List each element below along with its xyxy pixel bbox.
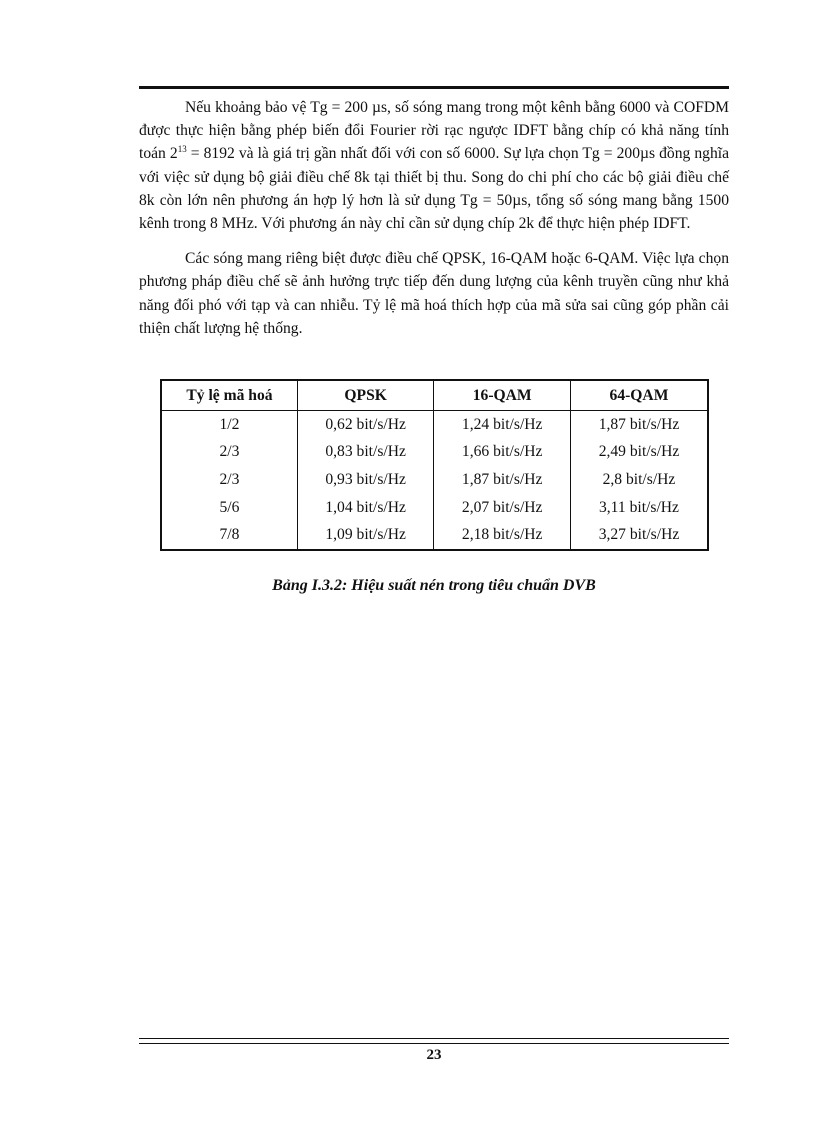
body-text xyxy=(139,96,729,340)
table-cell: 2,07 bit/s/Hz xyxy=(434,494,571,522)
header-64qam: 64-QAM xyxy=(570,380,708,411)
table-cell: 1,09 bit/s/Hz xyxy=(297,521,434,550)
table-row xyxy=(161,411,708,439)
table-row xyxy=(161,521,708,550)
table-cell: 3,27 bit/s/Hz xyxy=(570,521,708,550)
paragraph-guard-interval xyxy=(139,96,729,235)
table-cell: 0,93 bit/s/Hz xyxy=(297,466,434,494)
table-cell: 1,87 bit/s/Hz xyxy=(570,411,708,439)
superscript-exponent: 13 xyxy=(177,144,187,155)
header-16qam: 16-QAM xyxy=(434,380,571,411)
table-header-row xyxy=(161,380,708,411)
table-row xyxy=(161,494,708,522)
table-row xyxy=(161,466,708,494)
table-cell: 2,8 bit/s/Hz xyxy=(570,466,708,494)
table-cell: 2,18 bit/s/Hz xyxy=(434,521,571,550)
header-rule xyxy=(139,86,729,89)
code-rate-table xyxy=(160,379,709,551)
table-cell: 0,62 bit/s/Hz xyxy=(297,411,434,439)
table-caption: Bảng I.3.2: Hiệu suất nén trong tiêu chuẩn DVB xyxy=(272,577,596,594)
header-code-rate: Tỷ lệ mã hoá xyxy=(161,380,297,411)
table-cell: 1,87 bit/s/Hz xyxy=(434,466,571,494)
table-cell: 2,49 bit/s/Hz xyxy=(570,439,708,467)
footer-rule xyxy=(139,1038,729,1044)
page-number: 23 xyxy=(426,1047,442,1063)
table-cell: 5/6 xyxy=(161,494,297,522)
paragraph-1-text-a: Nếu khoảng bảo vệ Tg = 200 µs, số sóng mang trong một kênh bằng 6000 và COFDM được thực hiện bằng phép biến đổi Fourier rời rạc ngược IDFT bằng chíp có khả năng tính toán 2 xyxy=(139,99,729,163)
table-cell: 7/8 xyxy=(161,521,297,550)
table-cell: 3,11 bit/s/Hz xyxy=(570,494,708,522)
table-row xyxy=(161,439,708,467)
table-cell: 1,04 bit/s/Hz xyxy=(297,494,434,522)
paragraph-1-text-b: = 8192 và là giá trị gần nhất đối với con số 6000. Sự lựa chọn Tg = 200µs đồng nghĩa với việc sử dụng bộ giải điều chế 8k tại thiết bị thu. Song do chi phí cho các bộ giải điều chế 8k còn lớn nên phương án hợp lý hơn là sử dụng Tg = 50µs, tổng số sóng mang bằng 1500 kênh trong 8 MHz. Với phương án này chỉ cần sử dụng chíp 2k để thực hiện phép IDFT. xyxy=(139,145,729,233)
table-cell: 1/2 xyxy=(161,411,297,439)
table-cell: 1,24 bit/s/Hz xyxy=(434,411,571,439)
table-cell: 2/3 xyxy=(161,466,297,494)
paragraph-modulation: Các sóng mang riêng biệt được điều chế QPSK, 16-QAM hoặc 6-QAM. Việc lựa chọn phương pháp điều chế sẽ ảnh hưởng trực tiếp đến dung lượng của kênh truyền cũng như khả năng đối phó với tạp và can nhiễu. Tỷ lệ mã hoá thích hợp của mã sửa sai cũng góp phần cải thiện chất lượng hệ thống. xyxy=(139,250,729,337)
table-cell: 1,66 bit/s/Hz xyxy=(434,439,571,467)
header-qpsk: QPSK xyxy=(297,380,434,411)
table-cell: 0,83 bit/s/Hz xyxy=(297,439,434,467)
table-cell: 2/3 xyxy=(161,439,297,467)
